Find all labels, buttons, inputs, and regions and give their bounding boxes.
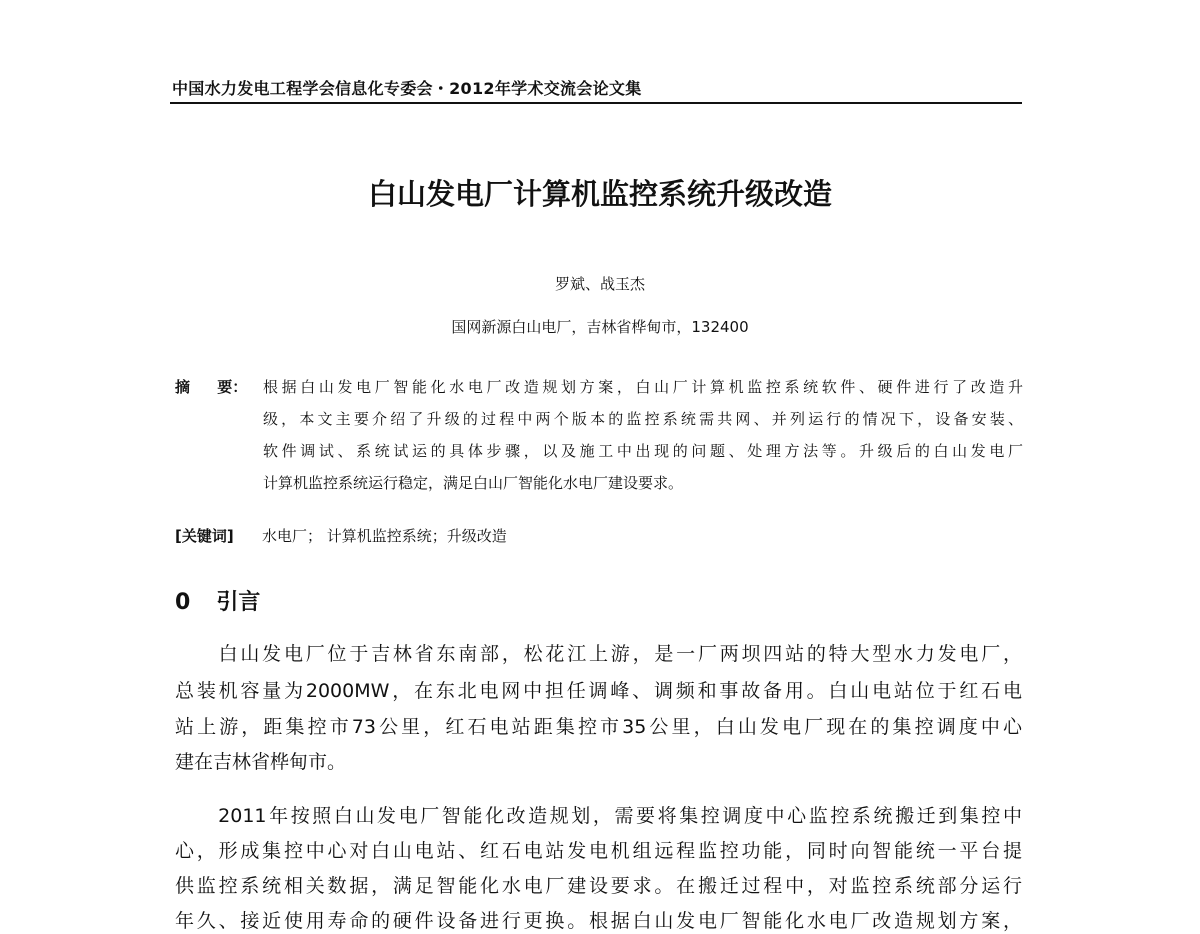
abstract-line: 级，本文主要介绍了升级的过程中两个版本的监控系统需共网、并列运行的情况下，设备安装、 <box>263 410 1023 428</box>
body-line: 心，形成集控中心对白山电站、红石电站发电机组远程监控功能，同时向智能统一平台提 <box>175 840 1022 862</box>
body-line: 建在吉林省桦甸市。 <box>175 751 347 773</box>
keywords-text: 水电厂； 计算机监控系统；升级改造 <box>262 527 507 545</box>
body-line: 供监控系统相关数据，满足智能化水电厂建设要求。在搬迁过程中，对监控系统部分运行 <box>175 875 1022 897</box>
authors: 罗斌、战玉杰 <box>554 275 645 293</box>
body-line: 2011年按照白山发电厂智能化改造规划，需要将集控调度中心监控系统搬迁到集控中 <box>175 805 1022 827</box>
paper-title: 白山发电厂计算机监控系统升级改造 <box>367 177 832 211</box>
section-title: 引言 <box>216 590 261 615</box>
keywords-label: [关键词] <box>175 527 234 545</box>
abstract-line: 软件调试、系统试运的具体步骤，以及施工中出现的问题、处理方法等。升级后的白山发电厂 <box>263 442 1023 460</box>
section-number: 0 <box>175 590 191 615</box>
body-line: 年久、接近使用寿命的硬件设备进行更换。根据白山发电厂智能化水电厂改造规划方案， <box>175 910 1022 932</box>
body-line: 白山发电厂位于吉林省东南部，松花江上游，是一厂两坝四站的特大型水力发电厂， <box>175 643 1022 665</box>
body-line: 站上游，距集控市73公里，红石电站距集控市35公里，白山发电厂现在的集控调度中心 <box>175 716 1022 738</box>
abstract-line: 计算机监控系统运行稳定，满足白山厂智能化水电厂建设要求。 <box>263 474 684 492</box>
running-header: 中国水力发电工程学会信息化专委会・2012年学术交流会论文集 <box>172 79 642 98</box>
header-rule <box>170 102 1022 104</box>
abstract-label: 摘 要： <box>175 378 248 396</box>
section-heading <box>175 585 260 616</box>
body-line: 总装机容量为2000MW，在东北电网中担任调峰、调频和事故备用。白山电站位于红石电 <box>175 680 1022 702</box>
abstract-line: 根据白山发电厂智能化水电厂改造规划方案，白山厂计算机监控系统软件、硬件进行了改造升 <box>263 378 1023 396</box>
affiliation: 国网新源白山电厂，吉林省桦甸市，132400 <box>451 318 749 336</box>
